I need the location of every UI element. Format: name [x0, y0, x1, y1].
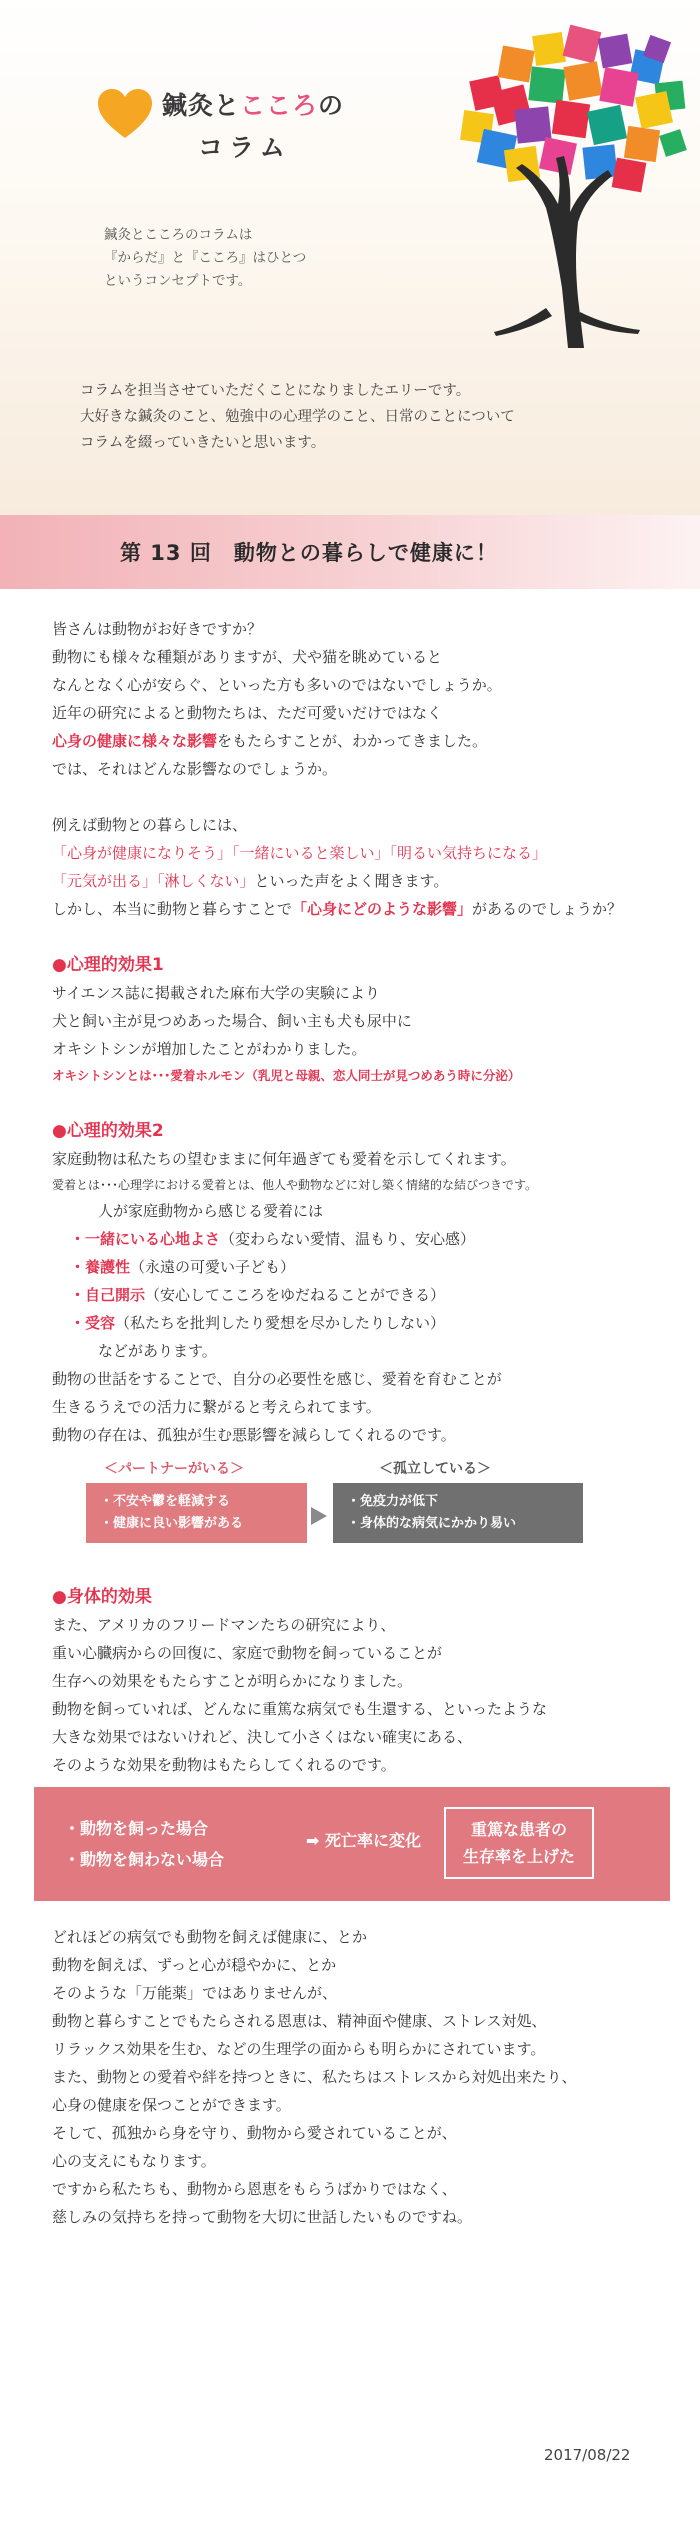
- post-date: 2017/08/22: [544, 2446, 631, 2464]
- section-psych-2: ●心理的効果2 家庭動物は私たちの望むままに何年過ぎても愛着を示してくれます。 愛着とは･･･心理学における愛着とは、他人や動物などに対し築く情緒的な結びつきです。 人が家庭動物から感じる愛着には ・一緒にいる心地よさ（変わらない愛情、温もり、安心感） ・養護性（永遠の可愛い子ども） ・自己開示（安心してこころをゆだねることができる） ・受容（私たちを批判したり愛想を尽かしたりしない） などがあります。 動物の世話をすることで、自分の必要性を感じ、愛着を育むことが 生きるうえでの活力に繋がると考えられてます。 動物の存在は、孤独が生む悪影響を減らしてくれるのです。: [52, 1117, 652, 1449]
- isolated-label: ＜孤立している＞: [379, 1461, 491, 1477]
- article-title-bar: [0, 515, 700, 589]
- attachment-note: 愛着とは･･･心理学における愛着とは、他人や動物などに対し築く情緒的な結びつきです。: [52, 1178, 538, 1192]
- mortality-result-box: [34, 1787, 670, 1901]
- puzzle-tree-illustration: [450, 8, 700, 348]
- paragraph-intro: 皆さんは動物がお好きですか？ 動物にも様々な種類がありますが、犬や猫を眺めていると なんとなく心が安らぐ、といった方も多いのではないでしょうか。 近年の研究によると動物たちは、ただ可愛いだけではなく 心身の健康に様々な影響をもたらすことが、わかってきました。 では、それはどんな影響なのでしょうか。: [52, 620, 502, 778]
- lead-text: コラムを担当させていただくことになりましたエリーです。 大好きな鍼灸のこと、勉強中の心理学のこと、日常のことについて コラムを綴っていきたいと思います。: [80, 383, 515, 451]
- section-physical: ●身体的効果 また、アメリカのフリードマンたちの研究により、 重い心臓病からの回復に、家庭で動物を飼っていることが 生存への効果をもたらすことが明らかになりました。 動物を飼っていれば、どんなに重篤な病気でも生還する、といったような 大きな効果ではないけれど、決して小さくはない確実にある、 そのような効果を動物はもたらしてくれるのです。: [52, 1583, 652, 1779]
- mortality-change-label: ➡ 死亡率に変化: [306, 1831, 421, 1850]
- oxytocin-note: オキシトシンとは･･･愛着ホルモン（乳児と母親、恋人同士が見つめあう時に分泌）: [52, 1068, 521, 1083]
- arrow-right-icon: [311, 1507, 327, 1525]
- partner-box: ・不安や鬱を軽減する ・健康に良い影響がある: [86, 1483, 307, 1543]
- survival-rate-box: 重篤な患者の 生存率を上げた: [444, 1807, 594, 1879]
- closing-paragraph: どれほどの病気でも動物を飼えば健康に、とか 動物を飼えば、ずっと心が穏やかに、とか そのような「万能薬」ではありませんが、 動物と暮らすことでもたらされる恩恵は、精神面や健康、ストレス対処、 リラックス効果を生む、などの生理学の面からも明らかにされています。 また、動物との愛着や絆を持つときに、私たちはストレスから対処出来たり、 心身の健康を保つことができます。 そして、孤独から身を守り、動物から愛されていることが、 心の支えにもなります。 ですから私たちも、動物から恩恵をもらうばかりではなく、 慈しみの気持ちを持って動物を大切に世話したいものですね。: [52, 1928, 577, 2226]
- article-body: [52, 615, 652, 2231]
- brand-title: 鍼灸とこころの コラム: [162, 91, 345, 162]
- article-title: 第 13 回 動物との暮らしで健康に！: [120, 541, 498, 565]
- intro-text: 鍼灸とこころのコラムは 『からだ』と『こころ』はひとつ というコンセプトです。: [104, 227, 307, 289]
- heart-icon: [96, 88, 154, 140]
- header: [0, 0, 700, 515]
- section-psych-1: ●心理的効果1 サイエンス誌に掲載された麻布大学の実験により 犬と飼い主が見つめあった場合、飼い主も犬も尿中に オキシトシンが増加したことがわかりました。 オキシトシンとは･･･愛着ホルモン（乳児と母親、恋人同士が見つめあう時に分泌）: [52, 951, 652, 1089]
- partner-label: ＜パートナーがいる＞: [104, 1461, 244, 1477]
- partner-vs-isolated-diagram: [52, 1455, 652, 1563]
- section-heading: ●心理的効果1: [52, 955, 164, 975]
- section-heading: ●心理的効果2: [52, 1121, 164, 1141]
- paragraph-voices: 例えば動物との暮らしには、 「心身が健康になりそう」「一緒にいると楽しい」「明るい気持ちになる」 「元気が出る」「淋しくない」といった声をよく聞きます。 しかし、本当に動物と暮らすことで「心身にどのような影響」があるのでしょうか？: [52, 816, 623, 918]
- section-heading: ●身体的効果: [52, 1587, 152, 1607]
- pet-conditions: ・動物を飼った場合 ・動物を飼わない場合: [64, 1819, 225, 1869]
- isolated-box: ・免疫力が低下 ・身体的な病気にかかり易い: [333, 1483, 583, 1543]
